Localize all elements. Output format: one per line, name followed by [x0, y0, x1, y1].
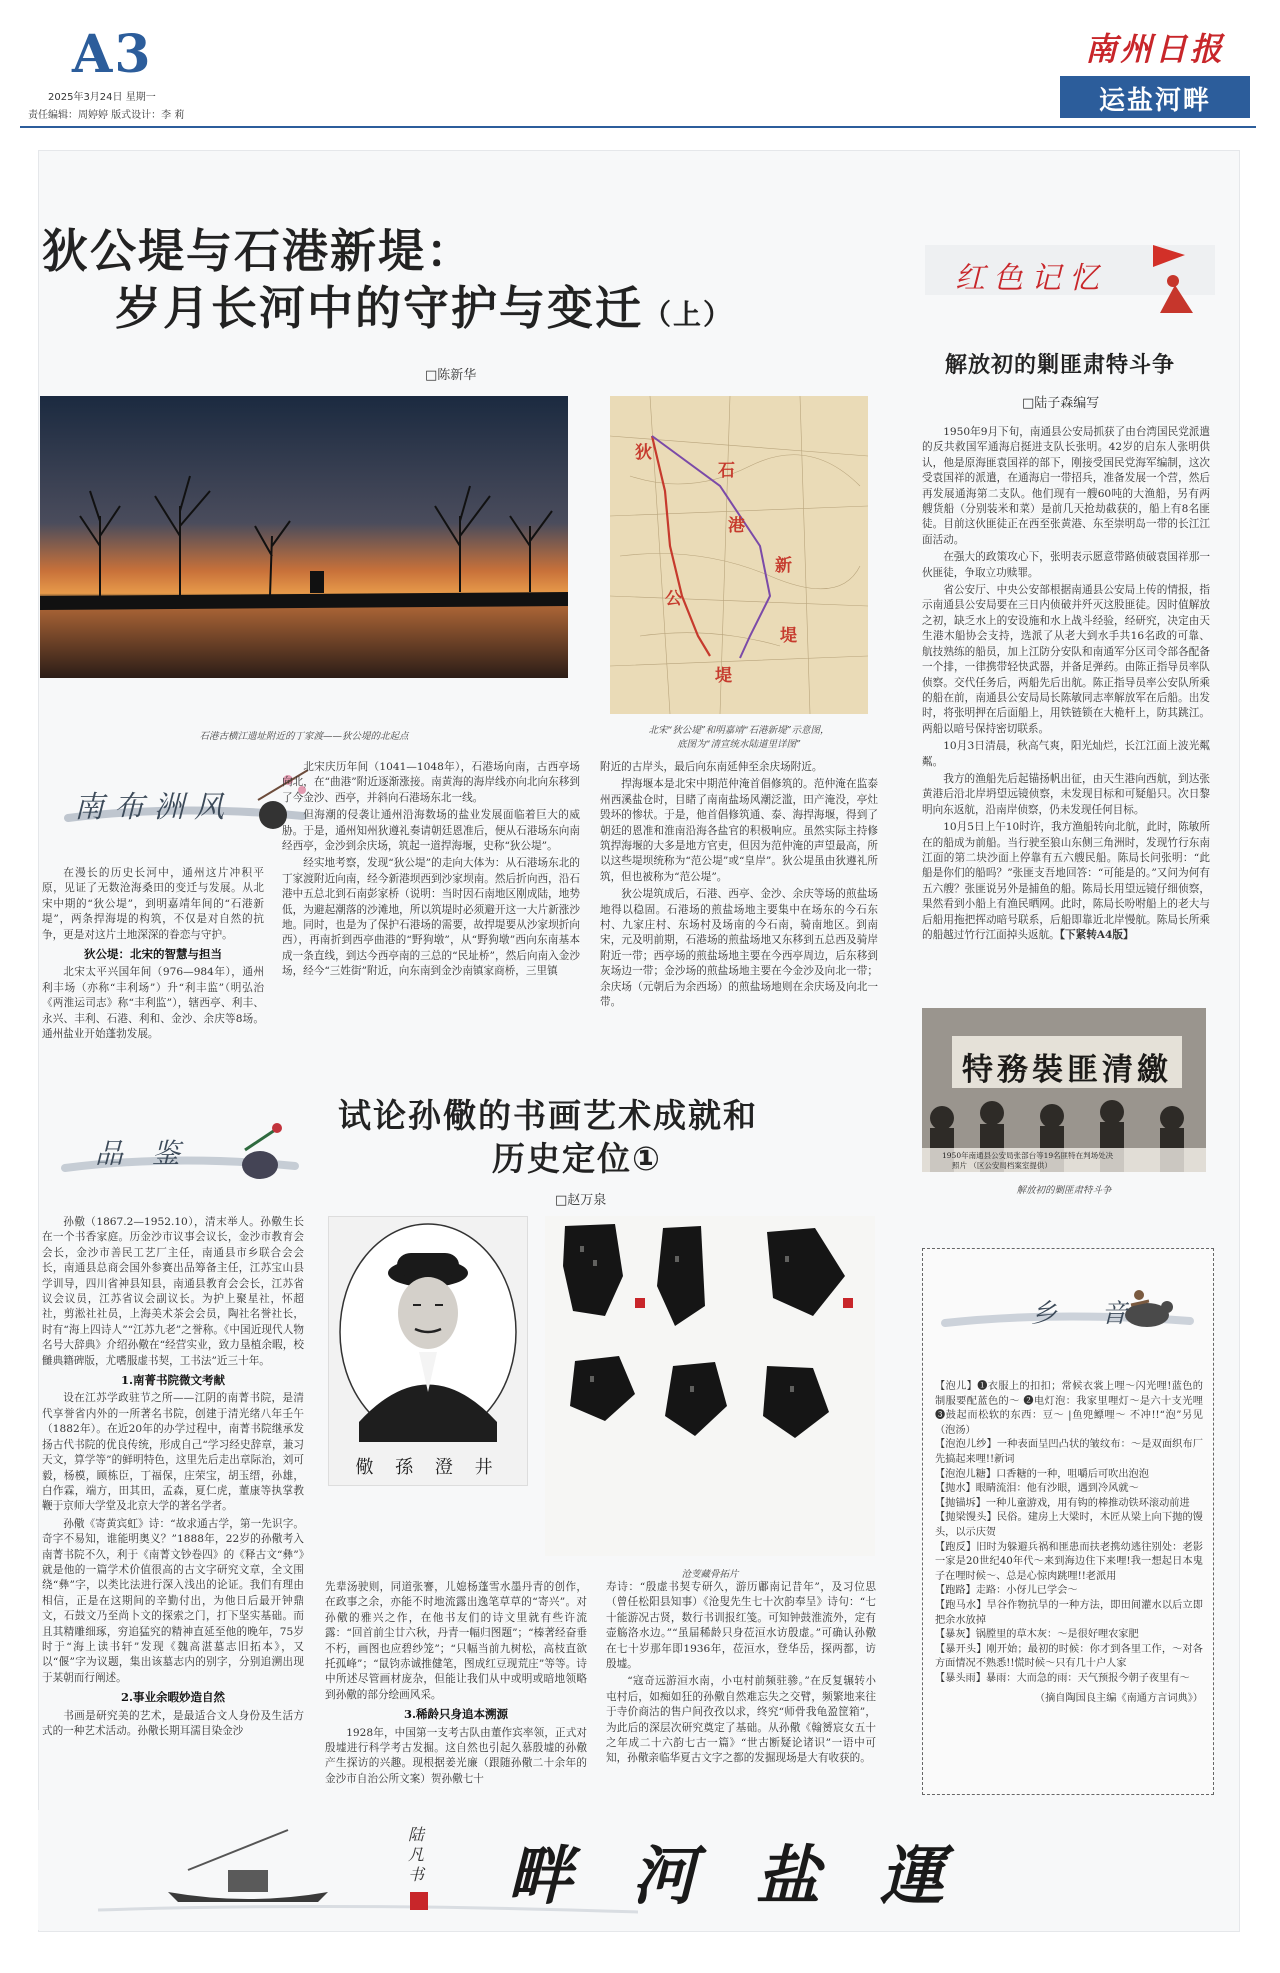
map-label-shi: 石 — [718, 461, 735, 481]
photo-execution-banner — [922, 1008, 1206, 1172]
photo2-caption-1: 北宋“狄公堤”和明嘉靖“石港新堤”示意图， — [648, 725, 830, 736]
dialect-entry: 【跑路】走路：小伢儿已学会～ — [935, 1585, 1078, 1597]
red-memory-text: 红色记忆 — [955, 261, 1107, 296]
sidebar-photo-caption: 解放初的剿匪肃特斗争 — [1016, 1185, 1112, 1196]
second-title-line1: 试论孙儆的书画艺术成就和 — [338, 1096, 758, 1135]
sidebar-byline: □陆子森编写 — [1022, 396, 1100, 411]
second-col2-p2: 1928年，中国第一支考古队由董作宾率领，正式对殷墟进行科学考古发掘。这自然也引起久慕殷墟的孙儆产生探访的兴趣。现根据姜光廉（跟随孙儆二十余年的金沙市自治公所文案）贺孙儆七十 — [325, 1726, 587, 1785]
map-label-di: 狄 — [635, 443, 652, 463]
map-label-gang: 港 — [728, 516, 745, 536]
rubbings-seal-2 — [843, 1298, 853, 1308]
second-col1 — [42, 1215, 304, 1741]
main-title-line2-text: 岁月长河中的守护与变迁 — [115, 281, 643, 335]
second-col1-h1: 1.南菁书院微文考献 — [120, 1373, 225, 1388]
sidebar-p3: 省公安厅、中央公安部根据南通县公安局上传的情报，指示南通县公安局要在三日内侦破并歼灭这股匪徒。因时值解放之初，缺乏水上的安设施和水上战斗经验，经研究，决定由天生港木船协会支持，选派了从老大到水手共16名政的可靠、航技熟练的船员，加上江防分安队和南通军分区司令部各配备一个排，一律携带轻快武器，并备足弹药。由陈正指导员率队侦察。交代任务后，两船先后出航。陈正指导员率公安队所乘的船在前，南通县公安局局长陈敏同志率解放军在后船。出发时，将张明押在后面船上，用铁链锁在大桅杆上，防其跳江。两船以暗号保持密切联系。 — [922, 584, 1210, 735]
photo-banner-text: 特務裝匪清繳 — [962, 1052, 1172, 1088]
main-col1-p2: 北宋太平兴国年间（976—984年），通州利丰场（亦称“丰利场”）升“利丰监”（明弘治《两淮运司志》称“丰利监”），辖西亭、利丰、永兴、丰利、石港、利和、金沙、余庆等8场。通州盐业开始蓬勃发展。 — [42, 966, 264, 1041]
portrait-name-plate: 儆 孫 澄 井 — [355, 1457, 501, 1478]
section-label-text: 运盐河畔 — [1098, 86, 1211, 116]
footer-seal-text: 陆凡书 — [408, 1825, 425, 1884]
main-col2-p3: 经实地考察，发现“狄公堤”的走向大体为：从石港场东北的丁家渡附近向南，经今新港坝西到沙家坝南。然后折向西，沿石港中五总北到石南彭家桥（说明：当时因石南地区刚成陆，地势低，为避起潮落的沙滩地，所以筑堤时必须避开这一大片新涨沙地。同时，也是为了保护石港场的需要，故捍堤要从沙家坝折向西），再南折到西亭曲港的“野狗墩”，从“野狗墩”西向东南基本成一条直线，到达今西亭南的三总的“民址桥”，然后向南入金沙场，经今“三姓街”附近，向东南到金沙南镇家商桥，三里镇 — [282, 857, 580, 978]
dialect-source: （摘自陶国良主编《南通方言词典》） — [1034, 1693, 1203, 1705]
rubbings-seal-1 — [635, 1298, 645, 1308]
main-title-line1: 狄公堤与石港新堤： — [42, 224, 474, 278]
editor-credits: 责任编辑：周婷婷 版式设计：李 莉 — [28, 110, 185, 121]
footer-calligraphy: 畔河盐運 — [508, 1839, 1004, 1914]
map-label-di3: 堤 — [780, 626, 797, 646]
dialect-entry: 【泡泡儿纱】一种表面呈凹凸状的皱纹布：～是双面织布厂先搞起来哩!!新词 — [935, 1439, 1203, 1465]
sidebar-p4: 10月3日清晨，秋高气爽，阳光灿烂，长江江面上波光粼粼。 — [922, 740, 1210, 768]
portrait-illustration — [329, 1217, 527, 1485]
rubbings-caption: 沧芰藏骨拓片 — [681, 1569, 739, 1580]
photo1-caption: 石港古横江遗址附近的丁家渡——狄公堤的北起点 — [199, 731, 409, 742]
dialect-entry: 【暴灰】锅膛里的草木灰：～是很好哩农家肥 — [935, 1629, 1139, 1641]
second-col1-p4: 书画是研究美的艺术，是最适合文人身份及生活方式的一种艺术活动。孙儆长期耳濡目染金沙 — [42, 1709, 304, 1737]
main-col1-subhead: 狄公堤：北宋的智慧与担当 — [84, 947, 222, 962]
issue-date: 2025年3月24日 星期一 — [48, 92, 156, 103]
sidebar-p5: 我方的渔船先后起锚扬帆出征，由天生港向西航，到达张黄港后沿北岸坍望远镜侦察，未发现目标和可疑船只。次日黎明向东返航，沿南岸侦察，仍未发现任何目标。 — [922, 772, 1210, 816]
main-col3-p1: 附近的古岸头，最后向东南延伸至余庆场附近。 — [600, 761, 823, 773]
main-col3-p2: 捍海堰本是北宋中期范仲淹首倡修筑的。范仲淹在监泰州西溪盐仓时，目睹了南南盐场风潮泛滥，田产淹没，亭灶毁坏的惨状。于是，他首倡修筑通、泰、海捍海堰，得到了朝廷的恩准和淮南沿海各盐官的积极响应。虽然实际主持修筑捍海堰的大多是地方官吏，但因为范仲淹的声望最高，所以这些堤坝统称为“范公堤”或“皇岸”。狄公堤虽由狄遵礼所筑，但也被称为“范公堤”。 — [600, 778, 878, 883]
second-col1-h2: 2.事业余暇妙造自然 — [120, 1690, 225, 1705]
map-dike-route — [610, 396, 868, 714]
sidebar-title: 解放初的剿匪肃特斗争 — [945, 353, 1176, 378]
dialect-entry: 【泡泡儿糖】口香糖的一种，咀嚼后可吹出泡泡 — [935, 1468, 1149, 1480]
main-col2 — [282, 760, 580, 982]
dialect-entry: 【抛锚坼】一种儿童游戏，用有钩的棒推动铁环滚动前进 — [935, 1497, 1190, 1509]
sidebar-p6-text: 10月5日上午10时许，我方渔船转向北航，此时，陈敏所在的船成为前船。当行驶至狼山东侧三角洲时，发现竹行东南江面的第二块沙面上停靠有五六艘民船。陈局长问张明：“此船是你们的船吗？”张匪支吾地回答：“可能是的。”又问为何有五六艘？张匪说另外是捕鱼的船。陈局长用望远镜仔细侦察，果然看到小船上有渔民晒网。此时，陈局长吩咐船上的老大与后船用拖把挥动暗号联系，后船即靠近北岸慢航。陈局长所乘的船越过竹行江面掉头返航。 — [922, 821, 1210, 941]
sidebar-p6 — [922, 820, 1210, 943]
page-header — [0, 0, 1280, 135]
dialect-entry: 【跑反】旧时为躲避兵祸和匪患而扶老携幼逃往别处：老影一家是20世纪40年代～来到海边住下来哩!我一想起日本鬼子在哩时候～、总是心惊肉跳哩!!老派用 — [935, 1541, 1203, 1582]
second-col1-p2: 设在江苏学政驻节之所——江阴的南菁书院，是清代享誉省内外的一所著名书院，创建于清光绪八年壬午（1882年）。在近20年的办学过程中，南菁书院继承发扬古代书院的优良传统，形成自己“学习经史辞章，兼习天文，算学等”的鲜明特色，这里先后走出章际治，刘可毅，杨模，顾栋臣，丁福保，庄荣宝，胡玉缙，孙雄，白作霖，端方，田其田，孟森，夏仁虎，董康等执掌教鞭于京师大学堂及北京大学的著名学者。 — [42, 1392, 304, 1513]
header-rule — [20, 126, 1256, 128]
photo-sunset-river — [40, 396, 568, 678]
dialect-entry: 【跑马水】旱谷作物抗旱的一种方法，即田间灌水以后立即把余水放掉 — [935, 1599, 1203, 1626]
dialect-entry: 【暴开头】刚开始；最初的时候：你才到各里工作，～对各方面情况不熟悉!!慌时候～只有几十户人家 — [935, 1643, 1203, 1670]
second-col3-p1: 寿诗：“殷虚书契专研久，游历鄘南记昔年”，及习位思（曾任松阳县知事）《沧叟先生七十次韵奉呈》诗句：“七十能游况古贤，数行书训报红笺。可知钟鼓淮流外，定有壶觞洛水边。”“虽届稀龄只身莅洹水访殷虚。”可确认孙儆在七十岁那年即1936年，莅洹水，登华岳，探两都，访殷墟。 — [606, 1581, 876, 1671]
map-label-gong: 公 — [665, 589, 682, 609]
column-badge-nanbu — [58, 760, 313, 845]
sidebar-p2: 在强大的政策攻心下，张明表示愿意带路侦破袁国祥那一伙匪徒，争取立功赎罪。 — [922, 551, 1210, 579]
footer-banner — [38, 1810, 1238, 1930]
dialect-entry: 【抛梁馒头】民俗。建房上大梁时，木匠从梁上向下抛的馒头，以示庆贺 — [935, 1512, 1203, 1538]
photo2-caption-2: 底图为“清宣统水陆道里详图” — [677, 739, 801, 750]
dialect-badge-text: 乡 音 — [1031, 1299, 1146, 1329]
second-title-line2: 历史定位① — [492, 1139, 662, 1178]
page-number: A3 — [72, 24, 153, 85]
second-col1-p1: 孙儆（1867.2—1952.10），清末举人。孙儆生长在一个书香家庭。历金沙市议事会议长，金沙市教育会会长，金沙市善民工艺厂主任，南通县市乡联合会会长，南通县总商会国外参赛出品筹备主任，江苏宝山县学训导，四川省神县知县，南通县教育会会长，江苏省议会议员，江苏省议会副议长。为护上聚星社，怀超社，剪淞社社员，上海美术茶会会员，陶社名誉社长，时有“海上四诗人”“江苏九老”之誉称。《中国近现代人物名号大辞典》介绍孙儆在“经营实业，致力垦植余暇，校雠典籍碑版，尤嗜服虚书契，工书法”近三十年。 — [42, 1216, 304, 1367]
second-col3-p2: “寇奇远游洹水南，小屯村前频驻骖。”在反复辗转小屯村后，如痴如狂的孙儆自然难忘失之交臂，频繁地来往于寺价商沽的售户间孜孜以求，终究“师骨我龟盈筐箱”，为此后的深层次研究奠定了基础。从孙儆《翰赟宸女五十之年成二十六韵七古一篇》“世古断疑论诸识”一语中可知，孙儆亲临华夏古文字之都的发掘现场是大有收获的。 — [606, 1675, 876, 1765]
main-col3-p3: 狄公堤筑成后，石港、西亭、金沙、余庆等场的煎盐场地得以稳固。石港场的煎盐场地主要集中在场东的今石东村、九家庄村、东场村及场南的今石南，骑南地区。到南宋，元及明前期，石港场的煎盐场地又东移到五总西及骑岸附近一带；西亭场的煎盐场地主要在今西亭周边，后东移到灰场边一带；金沙场的煎盐场地主要在今金沙及向北一带；余庆场（元朝后为余西场）的煎盐场地则在余庆场及向北一带。 — [600, 888, 878, 1009]
dialect-badge — [935, 1275, 1205, 1355]
second-col1-p3: 孙儆《寄黄宾虹》诗：“故求通古学，第一先识字。奇字不易知，谁能明奥义？”1888年，22岁的孙儆考入南菁书院不久，利于《南菁文钞卷四》的《释古文“彝”》就是他的一篇学术价值很高的古文字研究文章，全文围绕“彝”字，以类比法进行深入浅出的论证。我们有理由相信，正是在这期间的辛勤付出，为他日后最开钟鼎文，石鼓文乃至尚卜文的探索之门，打下坚实基础。而且其精雕细琢，穷追猛究的精神直延至他的晚年，75岁时于“海上读书轩”发现《魏高湛墓志旧拓本》，又以“偃”字为议题，集出该墓志内的别字，分别追溯出现于某朝而行阐述。 — [42, 1517, 304, 1684]
second-col2-h1: 3.稀龄只身追本溯源 — [403, 1707, 508, 1722]
second-col2-p1: 先辈汤驶则，同道张謇，儿媳杨蓬雪水墨丹青的创作，在政事之余，亦能不时地流露出逸笔草草的“寄兴”。对孙儆的雅兴之作，在他书友们的诗文里就有些许流露：“回首前尘廿六秋，丹青一幅归图题”；“榛著经奋垂不朽，画图也应碧纱笼”；“只幅当前九树松，高枝直欲托孤峰”；“鼠钧赤诚推健笔，图成红豆现荒庄”等等。诗中所述尽管画材庞杂，但能让我们从中或明或暗地领略到孙儆的部分绘画风采。 — [325, 1581, 587, 1701]
main-title-suffix: （上） — [643, 298, 734, 331]
crowd-illustration — [922, 1008, 1206, 1172]
oracle-bone-rubbings — [545, 1216, 875, 1556]
main-col3 — [600, 760, 878, 1013]
dialect-entry: 【抛水】眼睛流泪：他有沙眼，遇到冷风就～ — [935, 1483, 1139, 1495]
main-col2-p2: 但海潮的侵袭让通州沿海数场的盐业发展面临着巨大的威胁。于是，通州知州狄遵礼奏请朝廷恩准后，便从石港场东向南经西亭，金沙到余庆场，筑起一道捍海堰，史称“狄公堤”。 — [282, 809, 580, 853]
main-byline: □陈新华 — [425, 368, 477, 383]
rubbings-panel — [545, 1216, 875, 1556]
dialect-entry: 【暴头雨】暴雨：大而急的雨：天气预报今朝子夜里有～ — [935, 1672, 1190, 1684]
sidebar-continue: 【下紧转A4版】 — [1059, 929, 1134, 941]
main-title-line2 — [115, 272, 733, 338]
photo-inline-caption-2: 照片 （区公安局档案室提供） — [952, 1161, 1052, 1170]
second-col3 — [606, 1580, 876, 1769]
photo-inline-caption-1: 1950年南通县公安局张部台等19名匪特在判场处决 — [942, 1151, 1114, 1160]
footer-seal — [410, 1892, 428, 1910]
second-byline: □赵万泉 — [555, 1193, 607, 1208]
sidebar-p1: 1950年9月下旬，南通县公安局抓获了由台湾国民党派遣的反共救国军通海启挺进支队长张明。42岁的启东人张明供认，他是原海匪袁国祥的部下，刚接受国民党海军编制，这次受袁国祥的派遣，在通海启一带招兵，准备发展一个营，然后再发展通海第二支队。他们现有一艘60吨的大渔船，另有两艘货船（分别装米和菜）是前几天抢劫截获的，船上有8名匪徒。目前这伙匪徒正在西至张黄港、东至崇明岛一带的长江江面活动。 — [922, 426, 1210, 546]
main-col1 — [42, 866, 264, 1044]
main-col2-p1: 北宋庆历年间（1041—1048年），石港场向南，古西亭场向北，在“曲港”附近逐渐涨接。南黄海的海岸线亦向北向东移到了今金沙、西亭，并斜向石港场东北一线。 — [282, 761, 580, 804]
column-badge-pinjian — [55, 1110, 305, 1195]
main-col1-p1: 在漫长的历史长河中，通州这片冲积平原，见证了无数沧海桑田的变迁与发展。从北宋中期的“狄公堤”，到明嘉靖年间的“石港新堤”，两条捍海堤的构筑，不仅是对自然的抗争，更是对这片土地深深的眷恋与守护。 — [42, 867, 264, 941]
map-label-di2: 堤 — [715, 666, 732, 686]
pinjian-badge-text: 品 鉴 — [95, 1137, 190, 1170]
red-memory-badge — [925, 225, 1215, 315]
dialect-entries — [935, 1380, 1203, 1707]
map-label-xin: 新 — [775, 556, 792, 576]
sunset-illustration — [40, 396, 568, 678]
portrait-sun-jing — [328, 1216, 528, 1486]
column-badge-text: 南布洲风 — [74, 790, 234, 825]
dialect-entry: 【泡儿】❶衣服上的扣扣；常候衣裳上哩～闪光哩!蓝色的制服要配蓝色的～ ❷电灯泡：我家里哩灯～是六十支光哩 ❸鼓起而松软的东西：豆～ |鱼兜鳔哩～ 不冲!!“泡”另见（泡汤） — [935, 1381, 1203, 1436]
second-col2 — [325, 1580, 587, 1789]
newspaper-logo: 南州日报 — [1085, 30, 1226, 68]
sidebar-body — [922, 425, 1210, 945]
